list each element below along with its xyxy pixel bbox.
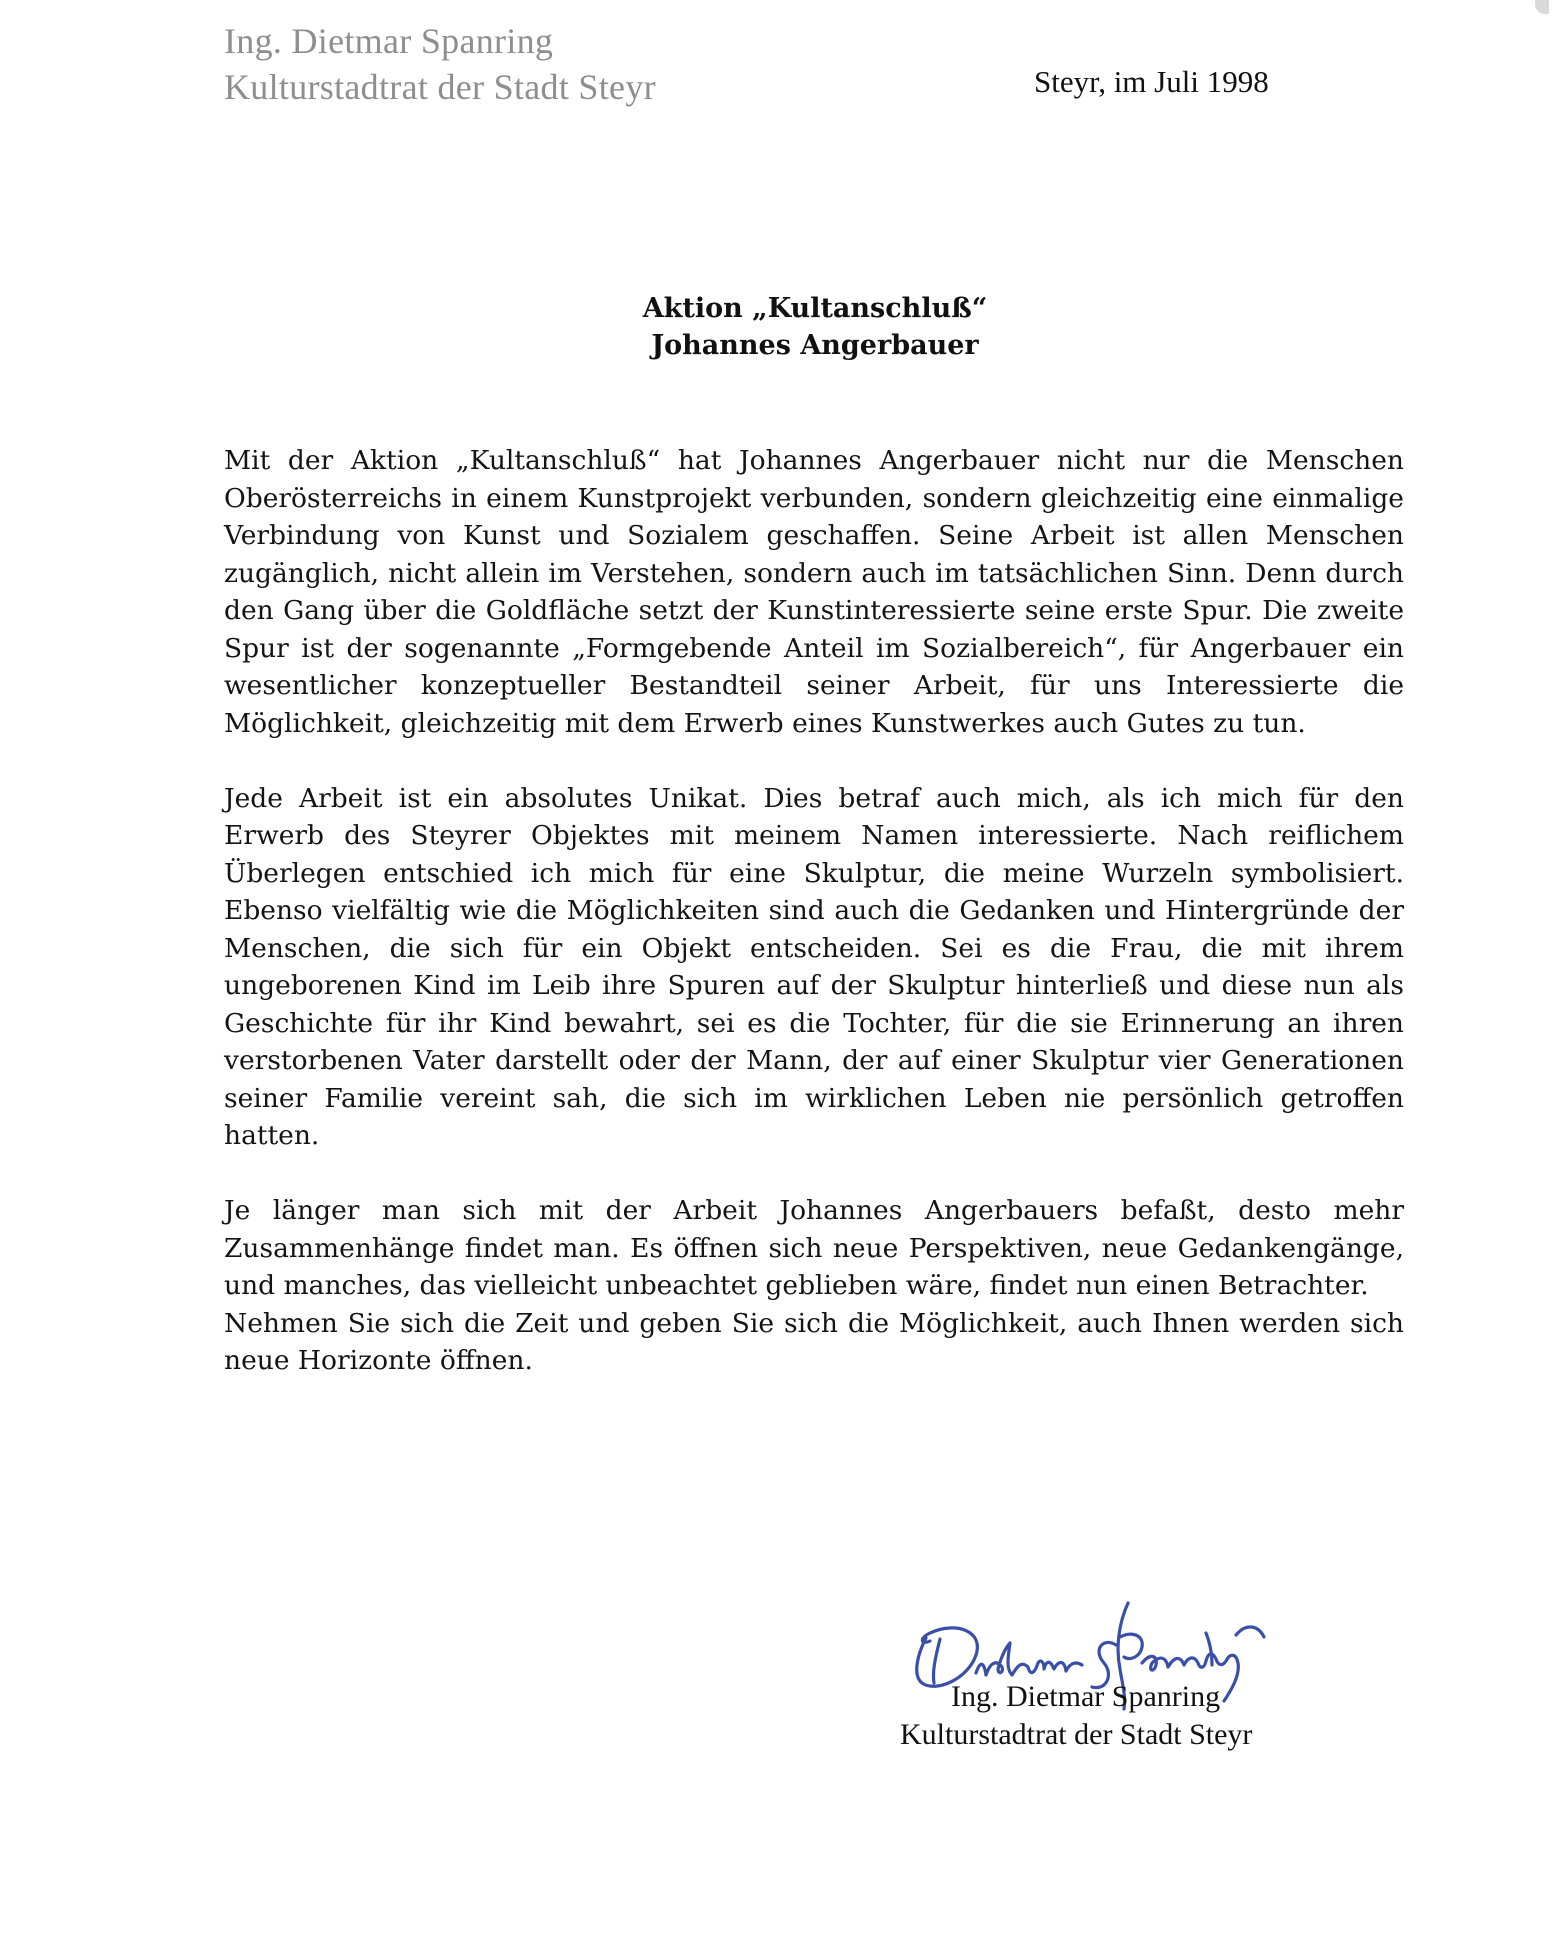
signer-name: Ing. Dietmar Spanring xyxy=(951,1680,1221,1713)
letter-title xyxy=(0,290,1553,364)
letterhead-name: Ing. Dietmar Spanring xyxy=(224,21,554,61)
title-line-1: Aktion „Kultanschluß“ xyxy=(642,293,988,324)
letterhead xyxy=(224,18,656,110)
scan-corner-mark xyxy=(1535,0,1549,14)
body-paragraph-1: Mit der Aktion „Kultanschluß“ hat Johannes Angerbauer nicht nur die Menschen Oberösterreichs in einem Kunstprojekt verbunden, sondern gleichzeitig eine einmalige Verbindung von Kunst und Sozialem geschaffen. Seine Arbeit ist allen Menschen zugänglich, nicht allein im Verstehen, sondern auch im tatsächlichen Sinn. Denn durch den Gang über die Goldfläche setzt der Kunstinteressierte seine erste Spur. Die zweite Spur ist der sogenannte „Formgebende Anteil im Sozialbereich“, für Angerbauer ein wesentlicher konzeptueller Bestandteil seiner Arbeit, für uns Interessierte die Möglichkeit, gleichzeitig mit dem Erwerb eines Kunstwerkes auch Gutes zu tun. xyxy=(224,445,1404,739)
body-paragraph-3: Je länger man sich mit der Arbeit Johannes Angerbauers befaßt, desto mehr Zusammenhänge findet man. Es öffnen sich neue Perspektiven, neue Gedankengänge, und manches, das vielleicht unbeachtet geblieben wäre, findet nun einen Betrachter. xyxy=(224,1195,1404,1301)
body-paragraph-2: Jede Arbeit ist ein absolutes Unikat. Dies betraf auch mich, als ich mich für den Erwerb des Steyrer Objektes mit meinem Namen interessierte. Nach reiflichem Überlegen entschied ich mich für eine Skulptur, die meine Wurzeln symbolisiert. Ebenso vielfältig wie die Möglichkeiten sind auch die Gedanken und Hintergründe der Menschen, die sich für ein Objekt entscheiden. Sei es die Frau, die mit ihrem ungeborenen Kind im Leib ihre Spuren auf der Skulptur hinterließ und diese nun als Geschichte für ihr Kind bewahrt, sei es die Tochter, für die sie Erinnerung an ihren verstorbenen Vater darstellt oder der Mann, der auf einer Skulptur vier Generationen seiner Familie vereint sah, die sich im wirklichen Leben nie persönlich getroffen hatten. xyxy=(224,782,1404,1151)
letterhead-role: Kulturstadtrat der Stadt Steyr xyxy=(224,67,656,107)
letter-body xyxy=(224,442,1404,1380)
title-line-2: Johannes Angerbauer xyxy=(651,330,979,361)
signer-block xyxy=(900,1678,1252,1754)
body-paragraph-4: Nehmen Sie sich die Zeit und geben Sie sich die Möglichkeit, auch Ihnen werden sich neue Horizonte öffnen. xyxy=(224,1307,1404,1376)
date-line: Steyr, im Juli 1998 xyxy=(1034,64,1269,99)
signer-role: Kulturstadtrat der Stadt Steyr xyxy=(900,1718,1253,1751)
